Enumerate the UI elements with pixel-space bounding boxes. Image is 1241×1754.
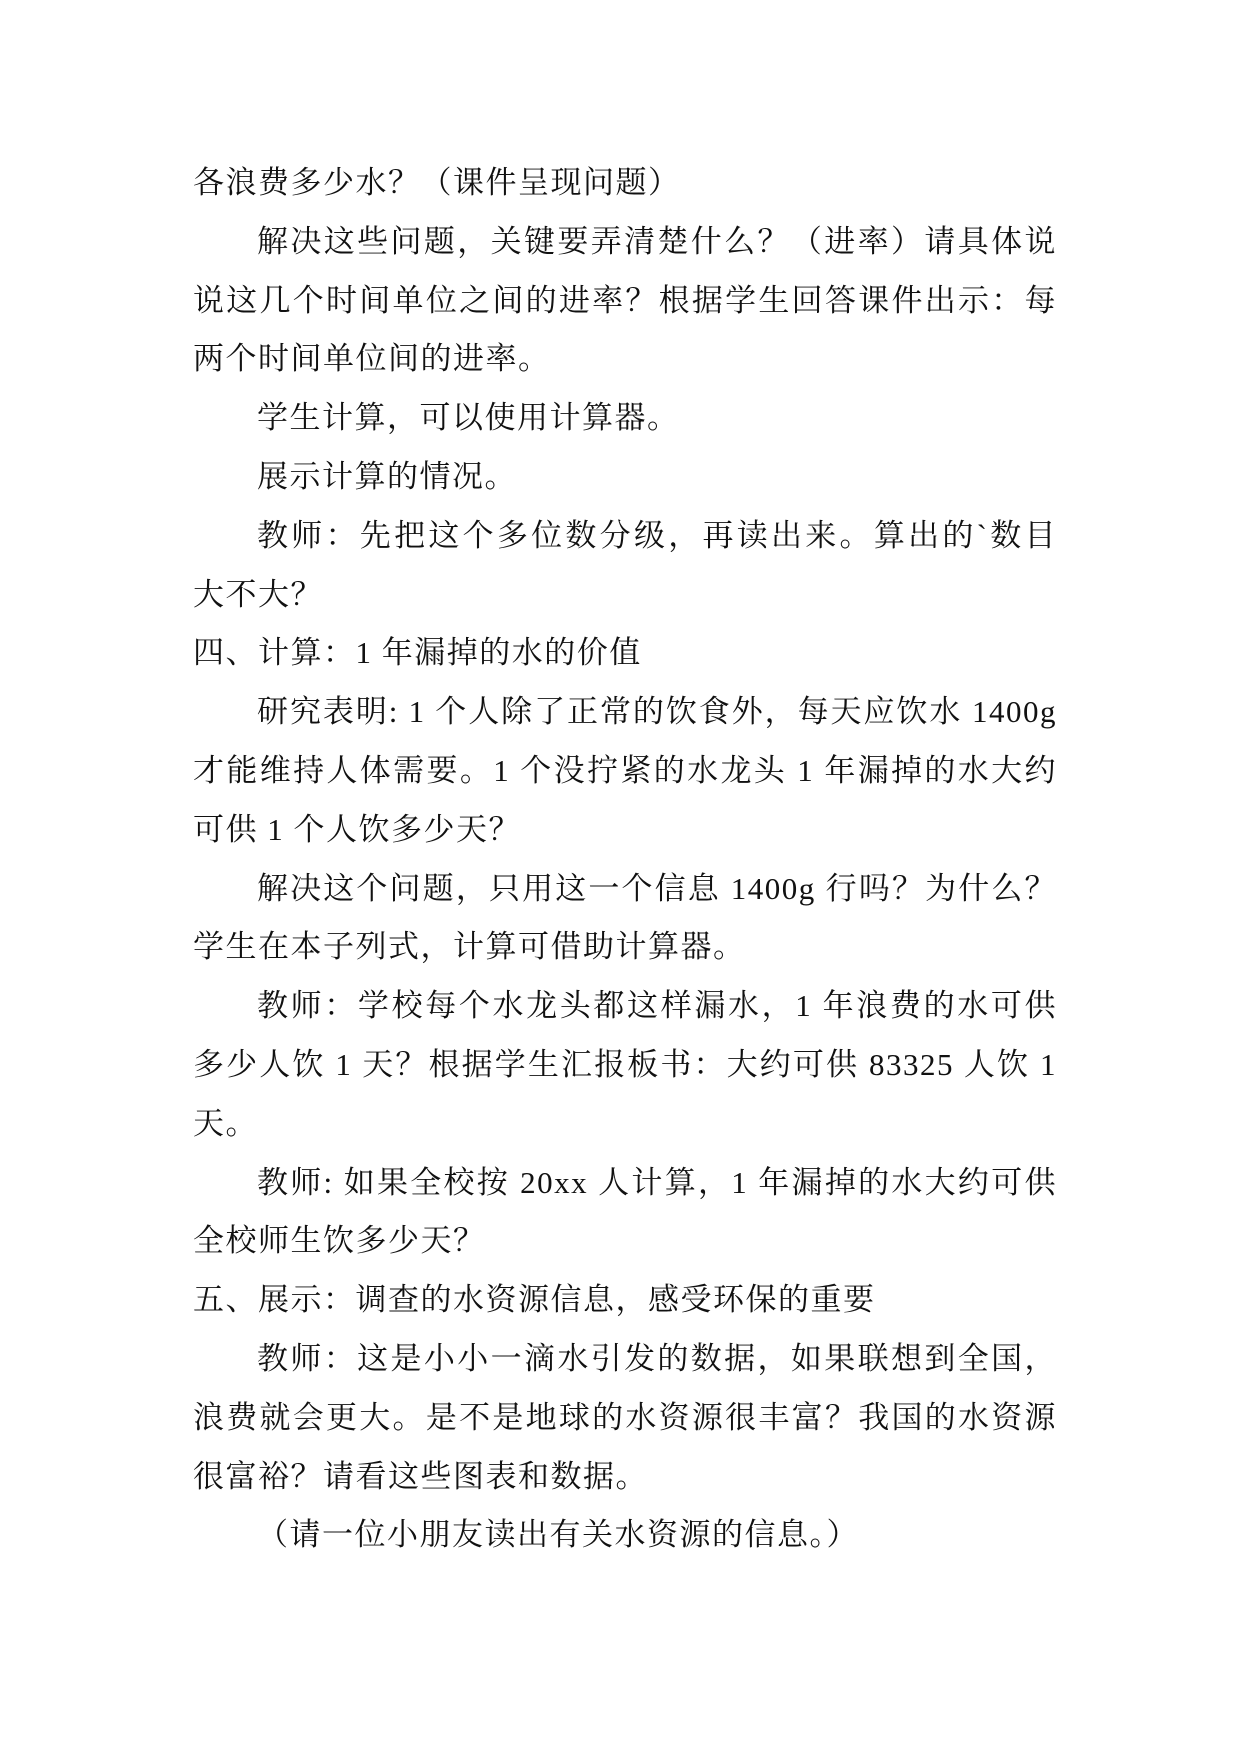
text-line: 天。	[193, 1105, 258, 1141]
paragraph	[193, 154, 1057, 213]
text-line: 教师：学校每个水龙头都这样漏水，1 年浪费的水可供	[257, 988, 1057, 1024]
paragraph	[193, 977, 1057, 1153]
intro-text	[193, 154, 1057, 624]
paragraph	[193, 1154, 1057, 1272]
text-line: 才能维持人体需要。1 个没拧紧的水龙头 1 年漏掉的水大约	[193, 752, 1057, 788]
text-line: 全校师生饮多少天？	[193, 1223, 486, 1259]
text-line: 学生在本子列式，计算可借助计算器。	[193, 929, 746, 965]
text-line: 解决这些问题，关键要弄清楚什么？（进率）请具体说	[257, 223, 1057, 259]
section-heading: 四、计算：1 年漏掉的水的价值	[193, 635, 642, 671]
section-five	[193, 1271, 1057, 1565]
section-heading: 五、展示：调查的水资源信息，感受环保的重要	[193, 1282, 876, 1318]
paragraph	[193, 213, 1057, 389]
paragraph	[193, 1506, 1057, 1565]
text-line: 可供 1 个人饮多少天？	[193, 811, 521, 847]
section-four	[193, 624, 1057, 1271]
text-line: 浪费就会更大。是不是地球的水资源很丰富？我国的水资源	[193, 1399, 1057, 1435]
paragraph	[193, 389, 1057, 448]
text-line: 说这几个时间单位之间的进率？根据学生回答课件出示：每	[193, 282, 1057, 318]
text-line: 学生计算，可以使用计算器。	[257, 400, 680, 436]
paragraph	[193, 860, 1057, 978]
text-line: 教师：这是小小一滴水引发的数据，如果联想到全国，	[257, 1340, 1057, 1376]
text-line: 大不大？	[193, 576, 323, 612]
document-body	[193, 154, 1057, 1565]
text-line: 展示计算的情况。	[257, 458, 517, 494]
paragraph	[193, 507, 1057, 625]
text-line: 研究表明: 1 个人除了正常的饮食外，每天应饮水 1400g	[257, 694, 1057, 730]
text-line: 很富裕？请看这些图表和数据。	[193, 1458, 648, 1494]
text-line: 教师：先把这个多位数分级，再读出来。算出的`数目	[257, 517, 1057, 553]
text-line: 教师: 如果全校按 20xx 人计算，1 年漏掉的水大约可供	[257, 1164, 1057, 1200]
text-line: 多少人饮 1 天？根据学生汇报板书：大约可供 83325 人饮 1	[193, 1046, 1057, 1082]
paragraph	[193, 448, 1057, 507]
text-line: 各浪费多少水？（课件呈现问题）	[193, 165, 681, 200]
text-line: 解决这个问题，只用这一个信息 1400g 行吗？为什么？	[257, 870, 1057, 906]
text-line: 两个时间单位间的进率。	[193, 341, 551, 377]
paragraph	[193, 1330, 1057, 1506]
paragraph	[193, 683, 1057, 859]
text-line: （请一位小朋友读出有关水资源的信息。）	[257, 1517, 859, 1553]
